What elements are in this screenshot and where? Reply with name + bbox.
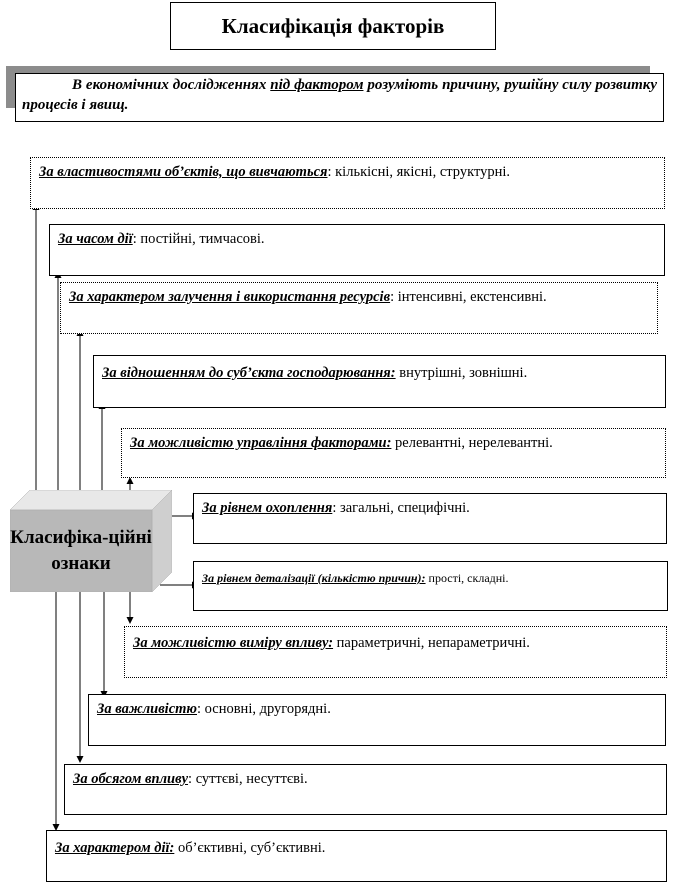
criterion-box: [193, 561, 668, 611]
definition-text: [15, 73, 664, 122]
center-label: Класифіка-ційні ознаки: [10, 527, 152, 574]
criterion-key: За можливістю виміру впливу:: [133, 635, 334, 651]
criterion-sep: :: [327, 164, 332, 180]
criterion-values: прості, складні.: [425, 571, 509, 585]
criterion-key: За рівнем охоплення: [202, 500, 333, 516]
criterion-key: За часом дії: [58, 231, 133, 247]
definition-before: В економічних дослідженнях: [72, 77, 271, 93]
diagram-title: Класифікація факторів: [170, 2, 496, 50]
definition-after: розуміють причину, рушійну силу розвитку процесів і явищ.: [22, 77, 657, 113]
criterion-sep: :: [332, 500, 337, 516]
criterion-values: постійні, тимчасові.: [136, 231, 265, 247]
criterion-key: За важливістю: [97, 701, 197, 717]
criterion-box: [49, 224, 665, 276]
criterion-key: За обсягом впливу: [73, 771, 189, 787]
criterion-key: За рівнем деталізації (кількістю причин):: [202, 571, 426, 585]
criterion-values: об’єктивні, суб’єктивні.: [174, 840, 326, 856]
criterion-key: За властивостями об’єктів, що вивчаються: [39, 164, 328, 180]
criterion-values: релевантні, нерелевантні.: [391, 435, 553, 451]
criterion-key: За можливістю управління факторами:: [130, 435, 392, 451]
criterion-key: За відношенням до суб’єкта господарювання:: [102, 365, 396, 381]
criterion-box: [121, 428, 666, 478]
criterion-box: [124, 626, 667, 678]
criterion-key: За характером залучення і використання ресурсів: [69, 289, 391, 305]
criterion-box: [193, 493, 667, 544]
criterion-values: основні, другорядні.: [201, 701, 331, 717]
criterion-values: кількісні, якісні, структурні.: [331, 164, 510, 180]
criterion-box: [93, 355, 666, 408]
criterion-values: інтенсивні, екстенсивні.: [394, 289, 547, 305]
criterion-sep: :: [132, 231, 137, 247]
definition-key: під фактором: [270, 77, 364, 93]
criterion-sep: :: [390, 289, 395, 305]
classification-features-block: [10, 490, 172, 592]
criterion-values: внутрішні, зовнішні.: [395, 365, 528, 381]
criterion-box: [88, 694, 666, 746]
criterion-box: [60, 282, 658, 334]
criterion-values: загальні, специфічні.: [336, 500, 470, 516]
definition-block: [6, 66, 664, 122]
criterion-box: [64, 764, 667, 815]
criterion-box: [30, 157, 665, 209]
criterion-box: [46, 830, 667, 882]
criterion-values: параметричні, непараметричні.: [333, 635, 530, 651]
criterion-sep: :: [188, 771, 193, 787]
criterion-values: суттєві, несуттєві.: [192, 771, 308, 787]
criterion-sep: :: [197, 701, 202, 717]
criterion-key: За характером дії:: [55, 840, 175, 856]
